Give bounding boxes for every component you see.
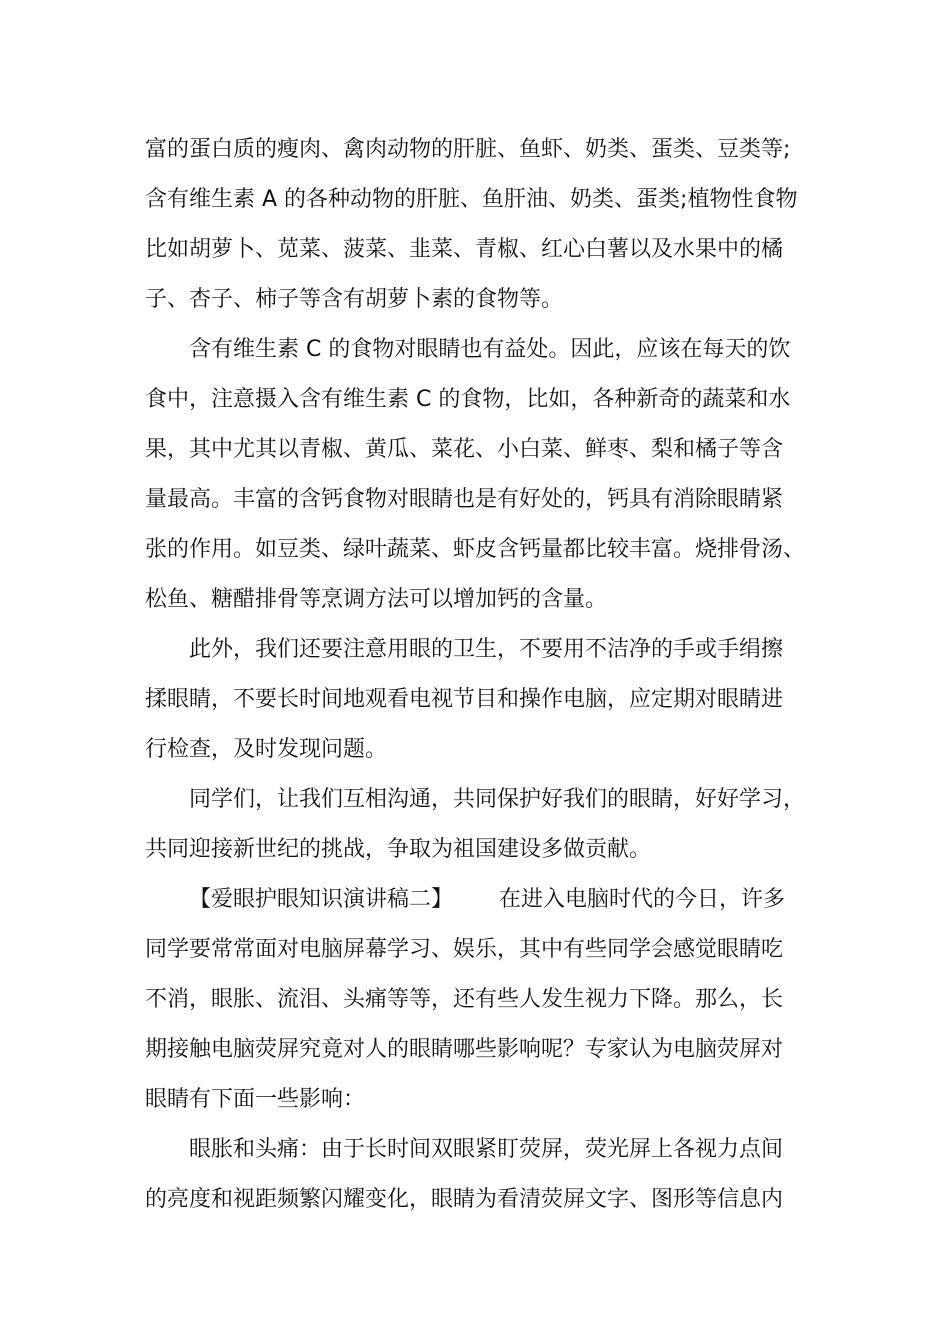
text-line: 含有维生素 A 的各种动物的肝脏、鱼肝油、奶类、蛋类;植物性食物 — [145, 187, 798, 212]
text-line: 行检查，及时发现问题。 — [145, 737, 388, 762]
heading-continuation: 在进入电脑时代的今日，许多 — [499, 887, 786, 912]
text-line: 眼睛有下面一些影响： — [145, 1087, 366, 1112]
paragraph-first-line: 眼胀和头痛：由于长时间双眼紧盯荧屏，荧光屏上各视力点间 — [189, 1137, 784, 1162]
text-line: 食中，注意摄入含有维生素 C 的食物，比如，各种新奇的蔬菜和水 — [145, 387, 791, 412]
text-line: 不消，眼胀、流泪、头痛等等，还有些人发生视力下降。那么，长 — [145, 987, 784, 1012]
text-line: 富的蛋白质的瘦肉、禽肉动物的肝脏、鱼虾、奶类、蛋类、豆类等; — [145, 137, 791, 162]
paragraph-first-line: 同学们，让我们互相沟通，共同保护好我们的眼睛，好好学习， — [189, 787, 806, 812]
text-line: 量最高。丰富的含钙食物对眼睛也是有好处的，钙具有消除眼睛紧 — [145, 487, 784, 512]
text-line: 比如胡萝卜、苋菜、菠菜、韭菜、青椒、红心白薯以及水果中的橘 — [145, 237, 784, 262]
text-line: 的亮度和视距频繁闪耀变化，眼睛为看清荧屏文字、图形等信息内 — [145, 1187, 784, 1212]
text-line: 张的作用。如豆类、绿叶蔬菜、虾皮含钙量都比较丰富。烧排骨汤、 — [145, 537, 806, 562]
paragraph-first-line: 此外，我们还要注意用眼的卫生，不要用不洁净的手或手绢擦 — [189, 637, 784, 662]
section-heading: 【爱眼护眼知识演讲稿二】 — [189, 887, 454, 912]
paragraph-first-line: 含有维生素 C 的食物对眼睛也有益处。因此，应该在每天的饮 — [189, 337, 791, 362]
text-line: 松鱼、糖醋排骨等烹调方法可以增加钙的含量。 — [145, 587, 608, 612]
text-line: 果，其中尤其以青椒、黄瓜、菜花、小白菜、鲜枣、梨和橘子等含 — [145, 437, 784, 462]
text-line: 揉眼睛，不要长时间地观看电视节目和操作电脑，应定期对眼睛进 — [145, 687, 784, 712]
text-line: 同学要常常面对电脑屏幕学习、娱乐，其中有些同学会感觉眼睛吃 — [145, 937, 784, 962]
section-heading-line — [189, 880, 869, 920]
text-line: 期接触电脑荧屏究竟对人的眼睛哪些影响呢？专家认为电脑荧屏对 — [145, 1037, 784, 1062]
text-line: 共同迎接新世纪的挑战，争取为祖国建设多做贡献。 — [145, 837, 652, 862]
text-line: 子、杏子、柿子等含有胡萝卜素的食物等。 — [145, 287, 564, 312]
